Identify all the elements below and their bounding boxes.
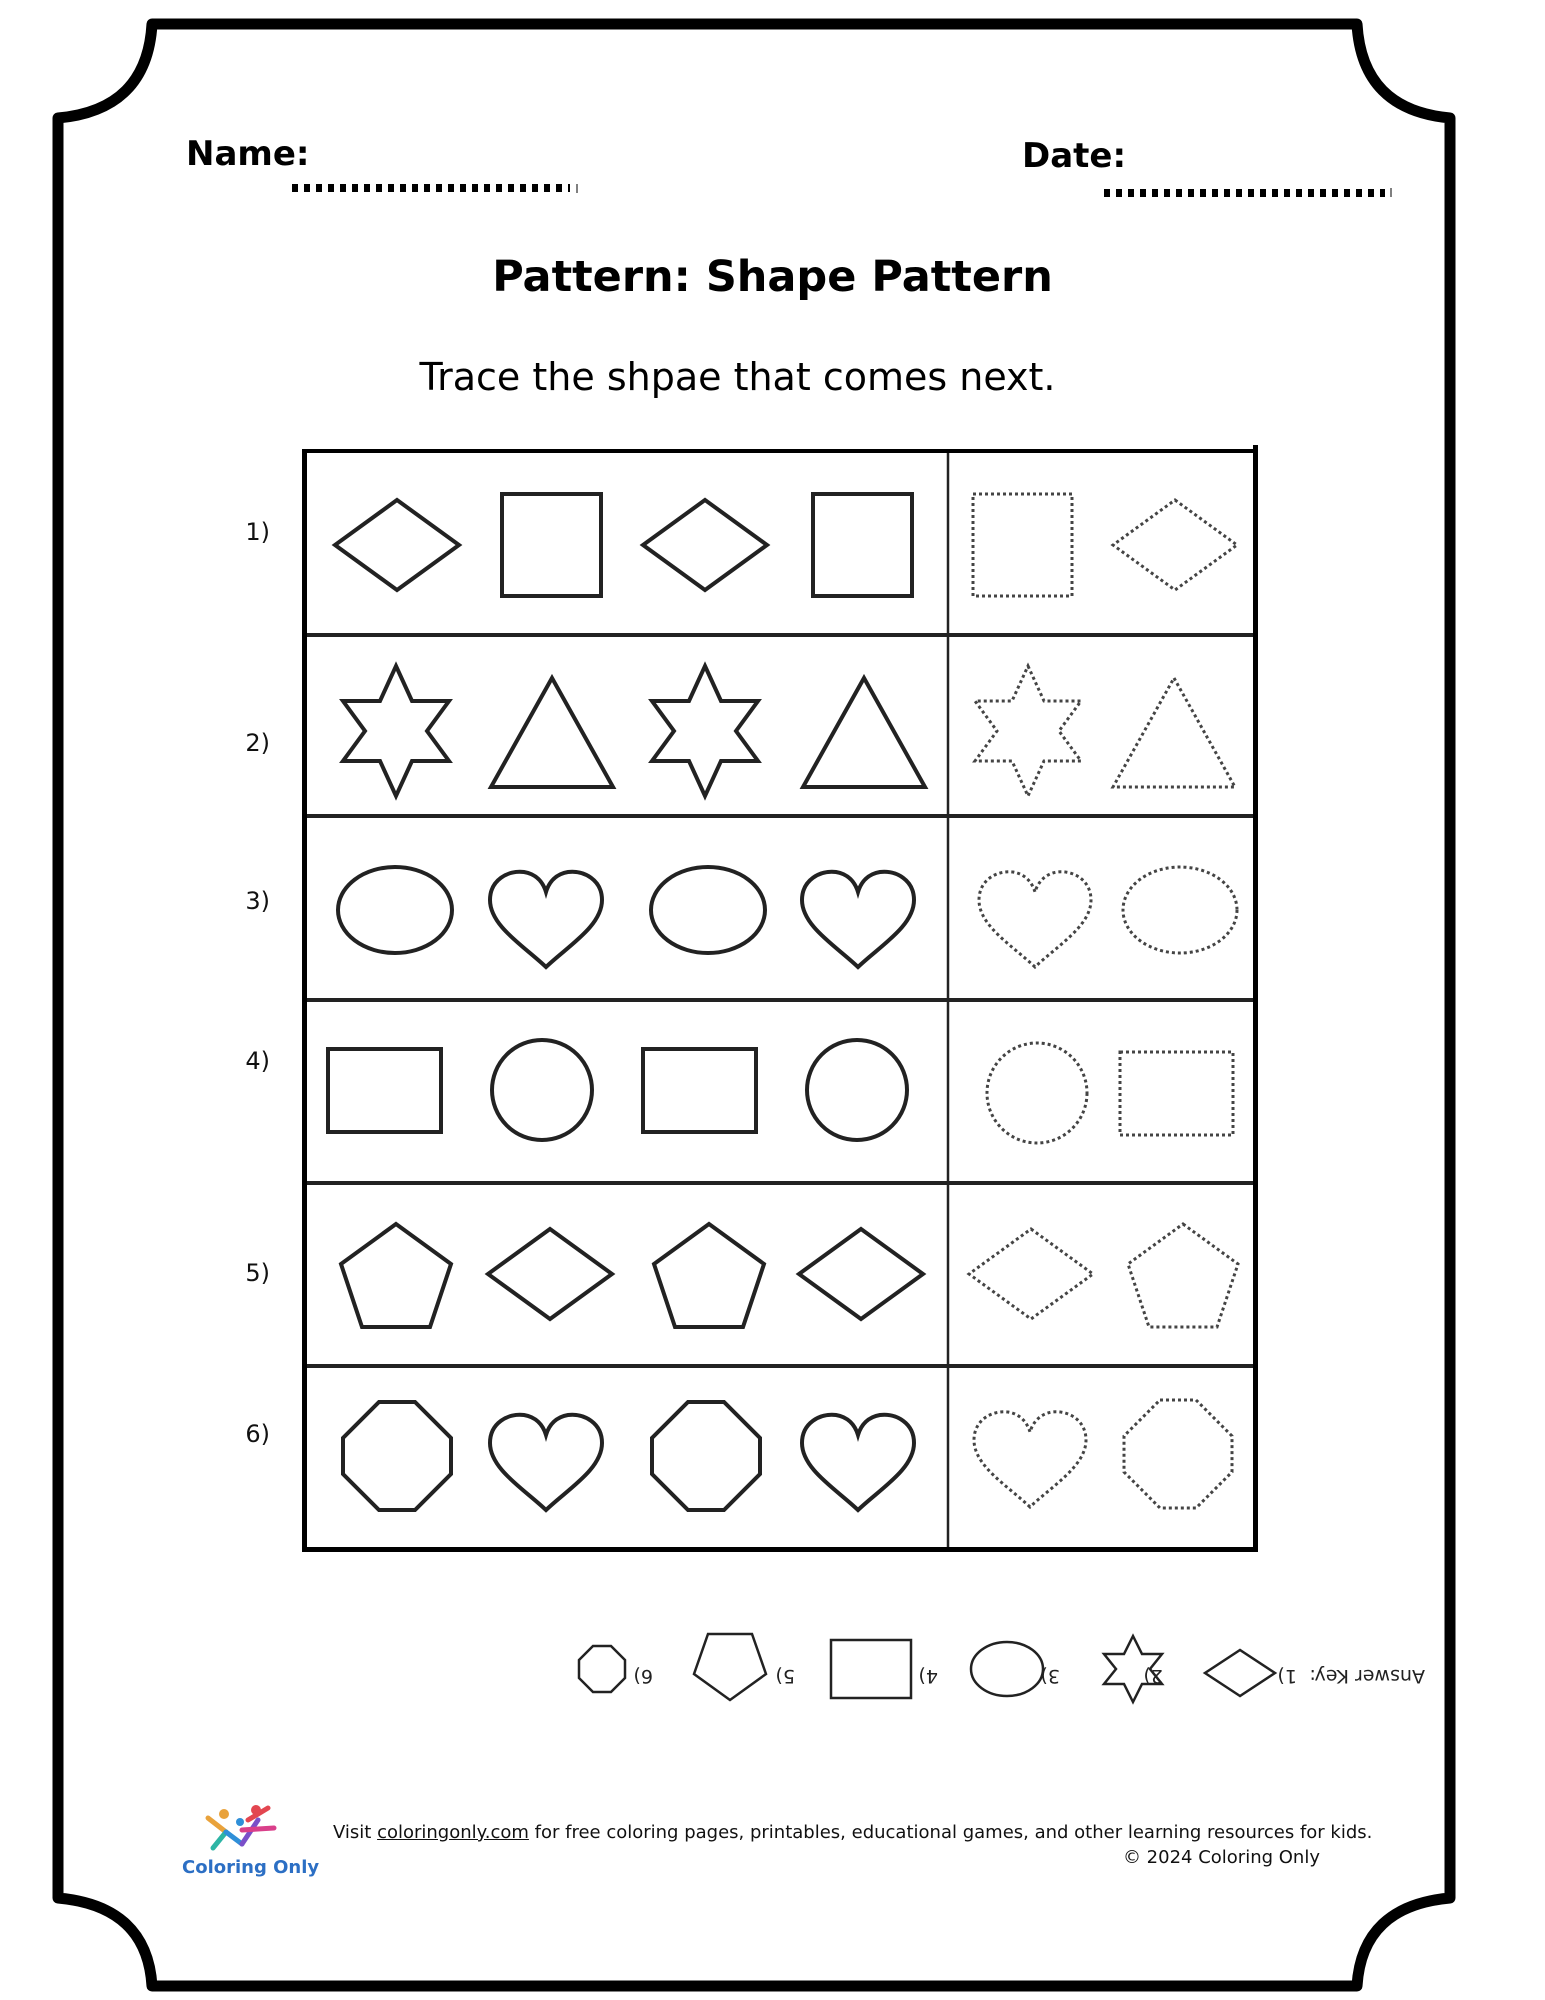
- rectangle-icon: [328, 1049, 441, 1132]
- row-number: 3): [245, 887, 270, 915]
- answer-key-number: 2): [1143, 1665, 1163, 1687]
- oval-icon: [971, 1642, 1043, 1696]
- footer-visit-text: Visit coloringonly.com for free coloring pages, printables, educational games, and other learning resources for kids.: [333, 1822, 1373, 1843]
- square-icon: [502, 494, 601, 596]
- rectangle-icon: [1120, 1052, 1233, 1135]
- answer-key-label: Answer Key:: [1309, 1665, 1425, 1687]
- answer-key-number: 1): [1277, 1665, 1297, 1687]
- answer-key: [545, 1628, 1425, 1718]
- logo-text: Coloring Only: [182, 1857, 320, 1878]
- row-number: 6): [245, 1420, 270, 1448]
- coloring-only-logo: [198, 1800, 288, 1858]
- octagon-icon: [343, 1402, 451, 1510]
- pentagon-icon: [654, 1224, 764, 1327]
- circle-icon: [807, 1040, 907, 1140]
- square-icon: [973, 494, 1072, 596]
- star-icon: [1104, 1636, 1162, 1702]
- triangle-icon: [1113, 678, 1235, 787]
- coloringonly-link[interactable]: coloringonly.com: [377, 1822, 529, 1843]
- heart-icon: [802, 872, 914, 967]
- answer-key-number: 4): [918, 1665, 938, 1687]
- oval-icon: [338, 867, 452, 953]
- diamond-icon: [799, 1229, 923, 1319]
- diamond-icon: [488, 1229, 612, 1319]
- star-icon: [343, 666, 449, 796]
- heart-icon: [974, 1412, 1086, 1507]
- diamond-icon: [335, 500, 459, 590]
- triangle-icon: [803, 678, 925, 787]
- diamond-icon: [1113, 500, 1237, 590]
- name-label: Name:: [186, 134, 310, 174]
- rectangle-icon: [831, 1640, 911, 1698]
- heart-icon: [979, 872, 1091, 967]
- diamond-icon: [1205, 1650, 1275, 1696]
- answer-key-number: 3): [1040, 1665, 1060, 1687]
- oval-icon: [1123, 867, 1237, 953]
- answer-key-number: 6): [633, 1665, 653, 1687]
- octagon-icon: [1124, 1400, 1232, 1508]
- heart-icon: [802, 1415, 914, 1510]
- oval-icon: [651, 867, 765, 953]
- row-number: 2): [245, 729, 270, 757]
- answer-key-number: 5): [775, 1665, 795, 1687]
- star-icon: [652, 666, 758, 796]
- pentagon-icon: [341, 1224, 451, 1327]
- diamond-icon: [969, 1229, 1093, 1319]
- heart-icon: [490, 1415, 602, 1510]
- heart-icon: [490, 872, 602, 967]
- row-number: 5): [245, 1259, 270, 1287]
- circle-icon: [492, 1040, 592, 1140]
- pentagon-icon: [1128, 1224, 1238, 1327]
- diamond-icon: [643, 500, 767, 590]
- square-icon: [813, 494, 912, 596]
- page-title: Pattern: Shape Pattern: [492, 252, 1053, 302]
- row-number: 1): [245, 518, 270, 546]
- pentagon-icon: [694, 1634, 766, 1700]
- octagon-icon: [652, 1402, 760, 1510]
- octagon-icon: [579, 1646, 625, 1692]
- copyright-text: © 2024 Coloring Only: [1122, 1847, 1320, 1868]
- date-label: Date:: [1022, 136, 1127, 176]
- rectangle-icon: [643, 1049, 756, 1132]
- triangle-icon: [491, 678, 613, 787]
- circle-icon: [987, 1043, 1087, 1143]
- instruction-text: Trace the shpae that comes next.: [419, 355, 1056, 399]
- row-number: 4): [245, 1047, 270, 1075]
- star-icon: [975, 666, 1081, 796]
